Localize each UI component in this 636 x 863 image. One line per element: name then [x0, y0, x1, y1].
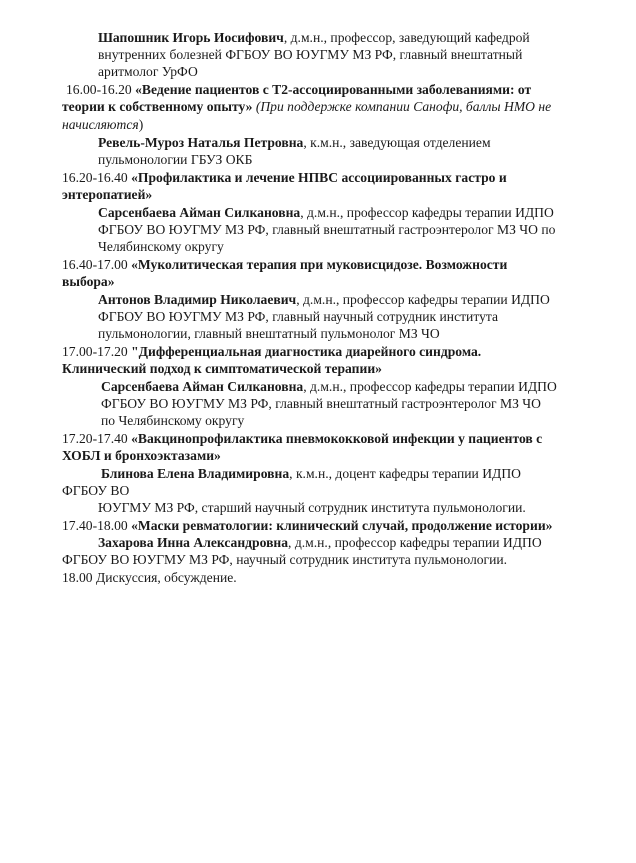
doc-line	[101, 466, 521, 482]
line-text: ФГБОУ ВО ЮУГМУ МЗ РФ, главный научный сотрудник института	[98, 309, 499, 324]
bold-text: «Вакцинопрофилактика пневмококковой инфекции у пациентов с	[131, 431, 543, 446]
line-text: 16.40-17.00	[62, 257, 132, 272]
doc-line	[98, 326, 440, 342]
doc-line	[62, 483, 129, 499]
doc-line	[62, 361, 382, 377]
doc-line	[98, 239, 224, 255]
line-text: , д.м.н., профессор, заведующий кафедрой	[283, 30, 530, 45]
doc-line	[98, 292, 550, 308]
doc-line	[62, 552, 507, 568]
doc-line	[62, 448, 221, 464]
bold-text: Клинический подход к симптоматической терапии»	[62, 361, 382, 376]
doc-line	[101, 379, 557, 395]
line-text: ФГБОУ ВО ЮУГМУ МЗ РФ, научный сотрудник института пульмонологии.	[62, 552, 508, 567]
bold-text: Антонов Владимир Николаевич	[98, 292, 297, 307]
bold-text: Сарсенбаева Айман Силкановна	[101, 379, 304, 394]
bold-text: теории к собственному опыту»	[62, 99, 253, 114]
line-text: , д.м.н., профессор кафедры терапии ИДПО	[300, 205, 554, 220]
bold-text: Сарсенбаева Айман Силкановна	[98, 205, 301, 220]
line-text: 16.20-16.40	[62, 170, 132, 185]
doc-line	[62, 570, 237, 586]
doc-line	[101, 413, 244, 429]
doc-line	[98, 152, 252, 168]
line-text: пульмонологии, главный внештатный пульмонолог МЗ ЧО	[98, 326, 440, 341]
doc-line	[98, 30, 530, 46]
doc-line	[62, 187, 152, 203]
line-text: , к.м.н., заведующая отделением	[303, 135, 491, 150]
bold-text: «Ведение пациентов с Т2-ассоциированными заболеваниями: от	[135, 82, 532, 97]
bold-text: Шапошник Игорь Иосифович	[98, 30, 284, 45]
italic-text: начисляются	[62, 117, 139, 132]
doc-line	[98, 535, 542, 551]
line-text: ФГБОУ ВО	[62, 483, 130, 498]
doc-line	[62, 344, 481, 360]
bold-text: «Муколитическая терапия при муковисцидозе. Возможности	[131, 257, 508, 272]
doc-line	[98, 222, 555, 238]
doc-line	[62, 117, 143, 133]
line-text: ЮУГМУ МЗ РФ, старший научный сотрудник института пульмонологии.	[98, 500, 526, 515]
line-text: , к.м.н., доцент кафедры терапии ИДПО	[289, 466, 521, 481]
line-text: 17.40-18.00	[62, 518, 132, 533]
line-text: ФГБОУ ВО ЮУГМУ МЗ РФ, главный внештатный гастроэнтеролог МЗ ЧО	[101, 396, 541, 411]
doc-line	[98, 309, 498, 325]
bold-text: «Профилактика и лечение НПВС ассоциированных гастро и	[131, 170, 507, 185]
line-text: ФГБОУ ВО ЮУГМУ МЗ РФ, главный внештатный гастроэнтеролог МЗ ЧО по	[98, 222, 556, 237]
bold-text: "Дифференциальная диагностика диарейного синдрома.	[131, 344, 482, 359]
line-text: , д.м.н., профессор кафедры терапии ИДПО	[303, 379, 557, 394]
bold-text: ХОБЛ и бронхоэктазами»	[62, 448, 221, 463]
line-text: внутренних болезней ФГБОУ ВО ЮУГМУ МЗ РФ, главный внештатный	[98, 47, 523, 62]
doc-line	[98, 47, 522, 63]
doc-line	[62, 274, 115, 290]
italic-text: (При поддержке компании Санофи, баллы НМО не	[255, 99, 552, 114]
line-text: Челябинскому округу	[98, 239, 224, 254]
doc-line	[62, 170, 507, 186]
line-text: )	[138, 117, 144, 132]
bold-text: «Маски ревматологии: клинический случай, продолжение истории»	[131, 518, 553, 533]
line-text: 18.00 Дискуссия, обсуждение.	[62, 570, 237, 585]
line-text: пульмонологии ГБУЗ ОКБ	[98, 152, 253, 167]
bold-text: Блинова Елена Владимировна	[101, 466, 290, 481]
doc-line	[101, 396, 541, 412]
doc-line	[62, 431, 542, 447]
line-text: по Челябинскому округу	[101, 413, 245, 428]
bold-text: выбора»	[62, 274, 115, 289]
doc-line	[98, 500, 526, 516]
doc-line	[66, 82, 531, 98]
doc-line	[62, 518, 552, 534]
doc-line	[98, 205, 554, 221]
doc-line	[98, 64, 198, 80]
line-text: , д.м.н., профессор кафедры терапии ИДПО	[288, 535, 542, 550]
doc-line	[98, 135, 491, 151]
bold-text: Захарова Инна Александровна	[98, 535, 289, 550]
line-text: 17.20-17.40	[62, 431, 132, 446]
bold-text: энтеропатией»	[62, 187, 153, 202]
line-text: , д.м.н., профессор кафедры терапии ИДПО	[296, 292, 550, 307]
doc-line	[62, 99, 551, 115]
bold-text: Ревель-Муроз Наталья Петровна	[98, 135, 304, 150]
line-text: 17.00-17.20	[62, 344, 132, 359]
line-text: 16.00-16.20	[66, 82, 136, 97]
line-text: аритмолог УрФО	[98, 64, 198, 79]
doc-line	[62, 257, 507, 273]
